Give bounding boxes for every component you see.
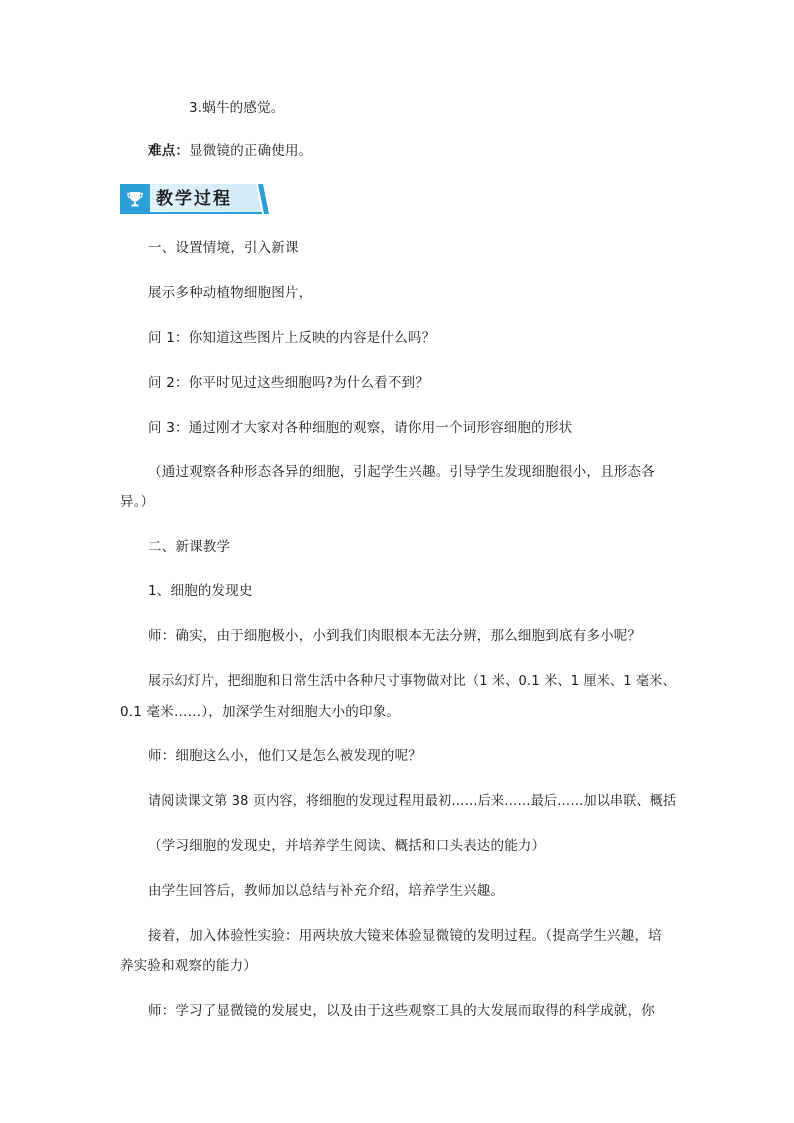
paragraph: 养实验和观察的能力） — [120, 958, 257, 974]
section-banner — [120, 184, 270, 214]
paragraph: 一、设置情境，引入新课 — [148, 240, 299, 256]
heading: 二、新课教学 — [148, 539, 231, 555]
paragraph: 师：细胞这么小，他们又是怎么被发现的呢？ — [148, 748, 422, 764]
paragraph: 请阅读课文第 38 页内容，将细胞的发现过程用最初……后来……最后……加以串联、概括 — [148, 793, 677, 809]
difficulty-line — [148, 141, 312, 161]
paragraph: 0.1 毫米……），加深学生对细胞大小的印象。 — [120, 704, 401, 720]
difficulty-text: 显微镜的正确使用。 — [189, 143, 313, 159]
paragraph: 问 3：通过刚才大家对各种细胞的观察，请你用一个词形容细胞的形状 — [148, 420, 573, 436]
paragraph: 展示多种动植物细胞图片， — [148, 285, 313, 301]
paragraph: 师：学习了显微镜的发展史，以及由于这些观察工具的大发展而取得的科学成就，你 — [148, 1003, 655, 1019]
list-item-3: 3.蜗牛的感觉。 — [189, 100, 285, 116]
difficulty-label: 难点： — [148, 143, 190, 159]
paragraph: 异。） — [120, 494, 155, 510]
paragraph: 由学生回答后，教师加以总结与补充介绍，培养学生兴趣。 — [148, 883, 505, 899]
paragraph: （学习细胞的发现史，并培养学生阅读、概括和口头表达的能力） — [148, 838, 546, 854]
paragraph: 问 1：你知道这些图片上反映的内容是什么吗？ — [148, 330, 436, 346]
paragraph: （通过观察各种形态各异的细胞，引起学生兴趣。引导学生发现细胞很小，且形态各 — [148, 464, 655, 480]
paragraph: 问 2：你平时见过这些细胞吗?为什么看不到？ — [148, 375, 429, 391]
paragraph: 师：确实，由于细胞极小，小到我们肉眼根本无法分辨，那么细胞到底有多小呢？ — [148, 628, 642, 644]
paragraph: 展示幻灯片，把细胞和日常生活中各种尺寸事物做对比（1 米、0.1 米、1 厘米、1 毫米、 — [148, 673, 676, 689]
section-title: 教学过程 — [156, 189, 232, 209]
paragraph: 接着，加入体验性实验：用两块放大镜来体验显微镜的发明过程。（提高学生兴趣，培 — [148, 928, 662, 944]
heading: 1、细胞的发现史 — [148, 583, 253, 599]
trophy-icon — [126, 190, 144, 208]
